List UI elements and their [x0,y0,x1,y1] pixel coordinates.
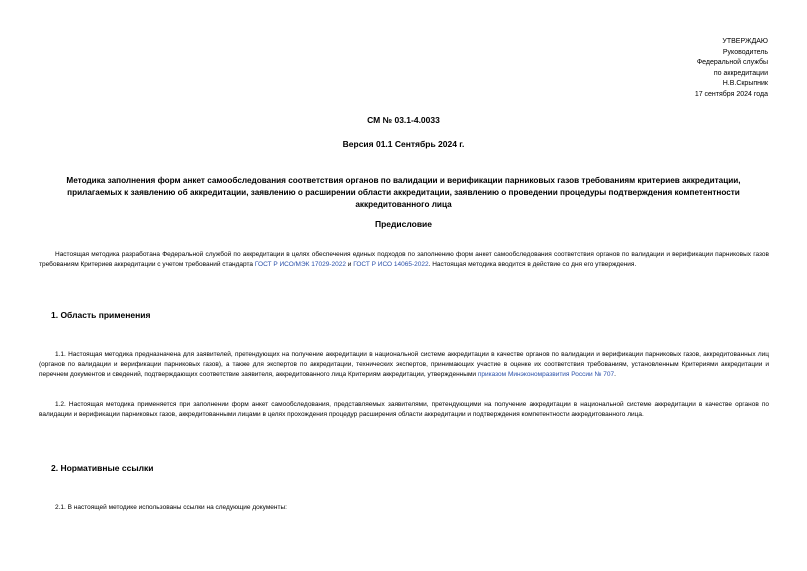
approver-organization: Федеральной службы [696,59,768,66]
order-707-link[interactable]: приказом Минэкономразвития России № 707 [477,371,615,378]
paragraph-1-2 [39,400,769,420]
approval-stamp-label: УТВЕРЖДАЮ [722,38,768,45]
gost-17029-link[interactable]: ГОСТ Р ИСО/МЭК 17029-2022 [254,261,346,268]
paragraph-1-1-text: 1.1. Настоящая методика предназначена для заявителей, претендующих на получение аккредитации в национальной системе аккредитации в качестве органов по валидации и верификации парниковых газов, аккредитованных лиц (органов по валидации и верификации парниковых газов), а также для экспертов по аккредитации, технических экспертов, принимающих участие в оценке их соответствия требованиям, установленным Критериями аккредитации и перечнем документов и сведений, подтверждающих соответствие заявителя, аккредитованного лица Критериям аккредитации, утвержденными [39,351,769,378]
section-2-heading: 2. Нормативные ссылки [51,463,154,473]
paragraph-2-1-text: 2.1. В настоящей методике использованы ссылки на следующие документы: [55,504,287,511]
approval-date: 17 сентября 2024 года [694,90,768,98]
approval-block [695,37,768,100]
document-version: Версия 01.1 Сентябрь 2024 г. [342,139,465,149]
document-number: СМ № 03.1-4.0033 [367,115,440,125]
gost-14065-link[interactable]: ГОСТ Р ИСО 14065-2022 [353,261,429,268]
approver-name: Н.В.Скрыпник [722,80,768,87]
paragraph-1-1-end: . [614,371,616,378]
preface-heading: Предисловие [374,219,433,229]
preface-text-1: Настоящая методика разработана Федеральной службой по аккредитации в целях обеспечения единых подходов по заполнению форм анкет самообследования соответствия органов по валидации и верификации парниковых газов требованиям Критериев аккредитации с учетом требований стандарта [39,251,769,268]
document-title: Методика заполнения форм анкет самообследования соответствия органов по валидации и верификации парниковых газов требованиям критериев аккредитации, прилагаемых к заявлению об аккредитации, заявлению о расширении области аккредитации, заявлению о проведении процедуры подтверждения компетентности аккредитованного лица [66,176,741,209]
preface-paragraph [39,250,769,270]
section-1-heading: 1. Область применения [51,310,151,320]
approver-position: Руководитель [722,48,768,56]
preface-text-3: . Настоящая методика вводится в действие со дня его утверждения. [428,261,637,268]
preface-text-2: и [345,261,354,268]
paragraph-2-1 [39,503,769,513]
approver-organization-cont: по аккредитации [713,69,768,77]
paragraph-1-1 [39,350,769,380]
paragraph-1-2-text: 1.2. Настоящая методика применяется при заполнении форм анкет самообследования, представляемых заявителями, претендующими на получение аккредитации в национальной системе аккредитации в качестве органов по валидации и верификации парниковых газов, аккредитованными лицами в целях прохождения процедур расширения области аккредитации и подтверждения компетентности аккредитованного лица. [39,401,769,418]
